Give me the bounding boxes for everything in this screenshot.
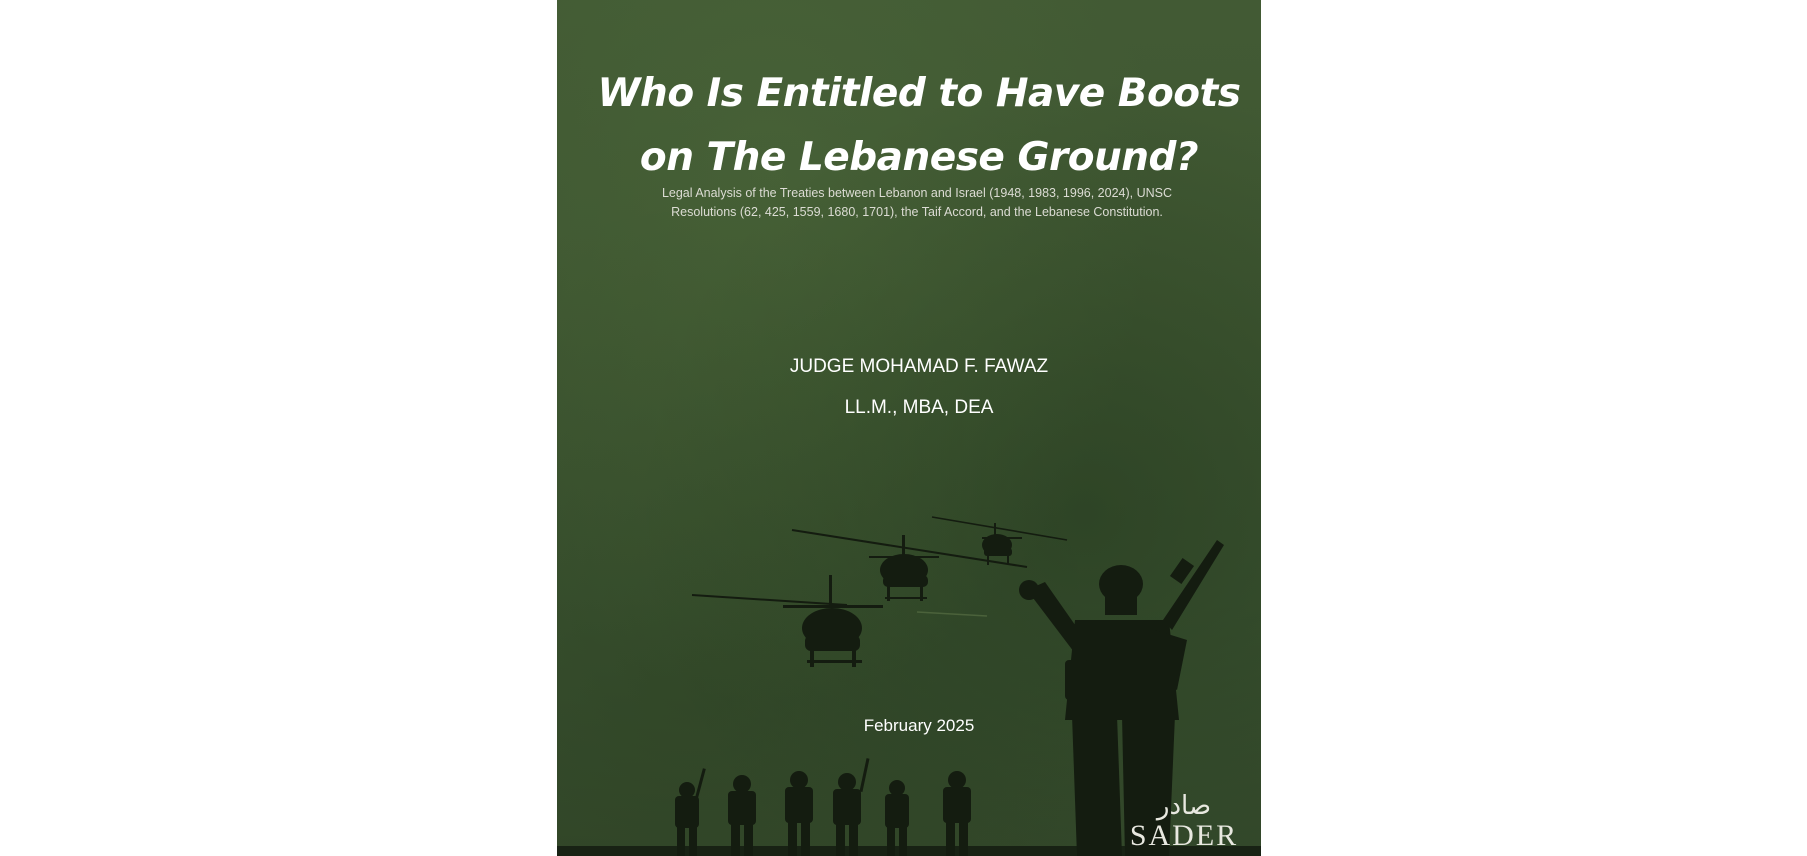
subtitle-line-1: Legal Analysis of the Treaties between Lebanon and Israel (1948, 1983, 1996, 2024), UNSC: [661, 186, 1173, 200]
soldier-silhouette-icon: [885, 780, 909, 856]
sader-logo: [1119, 792, 1249, 852]
soldier-silhouette-icon: [785, 771, 813, 856]
soldier-silhouette-icon: [833, 758, 869, 856]
author-credentials: LL.M., MBA, DEA: [844, 397, 994, 418]
publication-date: February 2025: [863, 716, 975, 735]
document-title: [577, 62, 1261, 190]
author-name: JUDGE MOHAMAD F. FAWAZ: [789, 356, 1049, 377]
soldier-silhouette-icon: [675, 768, 706, 856]
helicopter-icon: [692, 575, 883, 667]
logo-arabic-text: صادر: [1156, 791, 1212, 821]
helicopter-icon: [932, 517, 1067, 565]
soldier-silhouette-icon: [943, 771, 971, 856]
soldier-silhouette-icon: [728, 775, 756, 856]
document-subtitle: [647, 184, 1187, 222]
document-cover: [557, 0, 1261, 856]
title-line-1: Who Is Entitled to Have Boots: [597, 71, 1241, 116]
subtitle-line-2: Resolutions (62, 425, 1559, 1680, 1701), the Taif Accord, and the Lebanese Constitution.: [671, 205, 1163, 219]
title-line-2: on The Lebanese Ground?: [639, 135, 1199, 180]
logo-latin-text: SADER: [1129, 819, 1239, 852]
